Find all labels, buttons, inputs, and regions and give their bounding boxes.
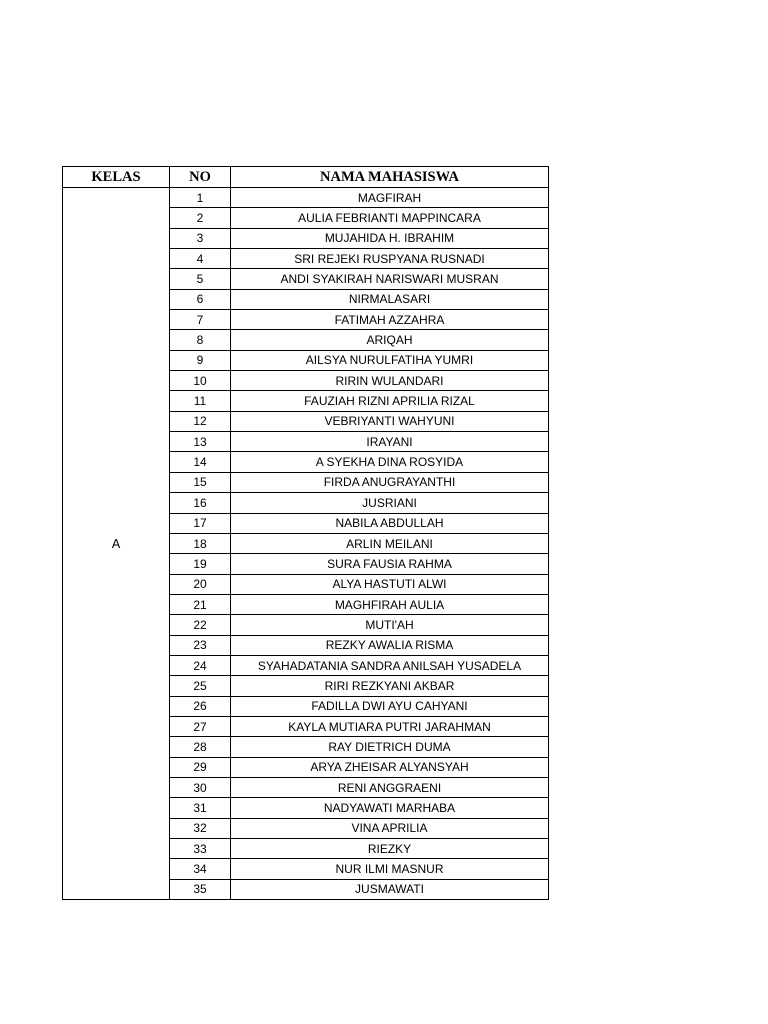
student-name: SURA FAUSIA RAHMA <box>231 554 549 574</box>
student-name: REZKY AWALIA RISMA <box>231 635 549 655</box>
student-name: SYAHADATANIA SANDRA ANILSAH YUSADELA <box>231 655 549 675</box>
row-number: 33 <box>170 839 231 859</box>
header-kelas: KELAS <box>63 167 170 188</box>
student-name: NIRMALASARI <box>231 289 549 309</box>
student-name: MAGHFIRAH AULIA <box>231 594 549 614</box>
row-number: 23 <box>170 635 231 655</box>
student-name: ALYA HASTUTI ALWI <box>231 574 549 594</box>
student-name: SRI REJEKI RUSPYANA RUSNADI <box>231 249 549 269</box>
student-name: RIRIN WULANDARI <box>231 371 549 391</box>
student-name: ARIQAH <box>231 330 549 350</box>
row-number: 6 <box>170 289 231 309</box>
student-name: MAGFIRAH <box>231 188 549 208</box>
row-number: 25 <box>170 676 231 696</box>
row-number: 19 <box>170 554 231 574</box>
student-name: AULIA FEBRIANTI MAPPINCARA <box>231 208 549 228</box>
kelas-cell: A <box>63 188 170 900</box>
row-number: 18 <box>170 533 231 553</box>
student-name: RIRI REZKYANI AKBAR <box>231 676 549 696</box>
row-number: 26 <box>170 696 231 716</box>
row-number: 3 <box>170 228 231 248</box>
header-nama: NAMA MAHASISWA <box>231 167 549 188</box>
student-name: ANDI SYAKIRAH NARISWARI MUSRAN <box>231 269 549 289</box>
student-name: FADILLA DWI AYU CAHYANI <box>231 696 549 716</box>
student-name: JUSMAWATI <box>231 879 549 899</box>
row-number: 1 <box>170 188 231 208</box>
row-number: 32 <box>170 818 231 838</box>
row-number: 22 <box>170 615 231 635</box>
row-number: 31 <box>170 798 231 818</box>
student-name: ARLIN MEILANI <box>231 533 549 553</box>
header-row <box>63 167 549 188</box>
student-name: KAYLA MUTIARA PUTRI JARAHMAN <box>231 716 549 736</box>
student-name: AILSYA NURULFATIHA YUMRI <box>231 350 549 370</box>
row-number: 10 <box>170 371 231 391</box>
row-number: 13 <box>170 432 231 452</box>
student-name: NUR ILMI MASNUR <box>231 859 549 879</box>
row-number: 17 <box>170 513 231 533</box>
row-number: 9 <box>170 350 231 370</box>
student-table <box>62 166 549 900</box>
student-name: A SYEKHA DINA ROSYIDA <box>231 452 549 472</box>
row-number: 5 <box>170 269 231 289</box>
student-name: JUSRIANI <box>231 493 549 513</box>
row-number: 20 <box>170 574 231 594</box>
header-no: NO <box>170 167 231 188</box>
row-number: 21 <box>170 594 231 614</box>
student-name: MUJAHIDA H. IBRAHIM <box>231 228 549 248</box>
student-name: RIEZKY <box>231 839 549 859</box>
row-number: 2 <box>170 208 231 228</box>
row-number: 16 <box>170 493 231 513</box>
row-number: 8 <box>170 330 231 350</box>
student-name: ARYA ZHEISAR ALYANSYAH <box>231 757 549 777</box>
table-body <box>63 188 549 900</box>
row-number: 28 <box>170 737 231 757</box>
row-number: 14 <box>170 452 231 472</box>
student-name: FAUZIAH RIZNI APRILIA RIZAL <box>231 391 549 411</box>
row-number: 30 <box>170 777 231 797</box>
table-row <box>63 188 549 208</box>
row-number: 12 <box>170 411 231 431</box>
row-number: 7 <box>170 310 231 330</box>
row-number: 11 <box>170 391 231 411</box>
row-number: 34 <box>170 859 231 879</box>
student-name: IRAYANI <box>231 432 549 452</box>
row-number: 27 <box>170 716 231 736</box>
student-name: FATIMAH AZZAHRA <box>231 310 549 330</box>
student-name: MUTI'AH <box>231 615 549 635</box>
row-number: 15 <box>170 472 231 492</box>
student-name: VEBRIYANTI WAHYUNI <box>231 411 549 431</box>
student-name: NABILA ABDULLAH <box>231 513 549 533</box>
student-name: NADYAWATI MARHABA <box>231 798 549 818</box>
row-number: 24 <box>170 655 231 675</box>
student-name: FIRDA ANUGRAYANTHI <box>231 472 549 492</box>
student-name: RAY DIETRICH DUMA <box>231 737 549 757</box>
row-number: 29 <box>170 757 231 777</box>
student-name: VINA APRILIA <box>231 818 549 838</box>
row-number: 35 <box>170 879 231 899</box>
student-name: RENI ANGGRAENI <box>231 777 549 797</box>
row-number: 4 <box>170 249 231 269</box>
